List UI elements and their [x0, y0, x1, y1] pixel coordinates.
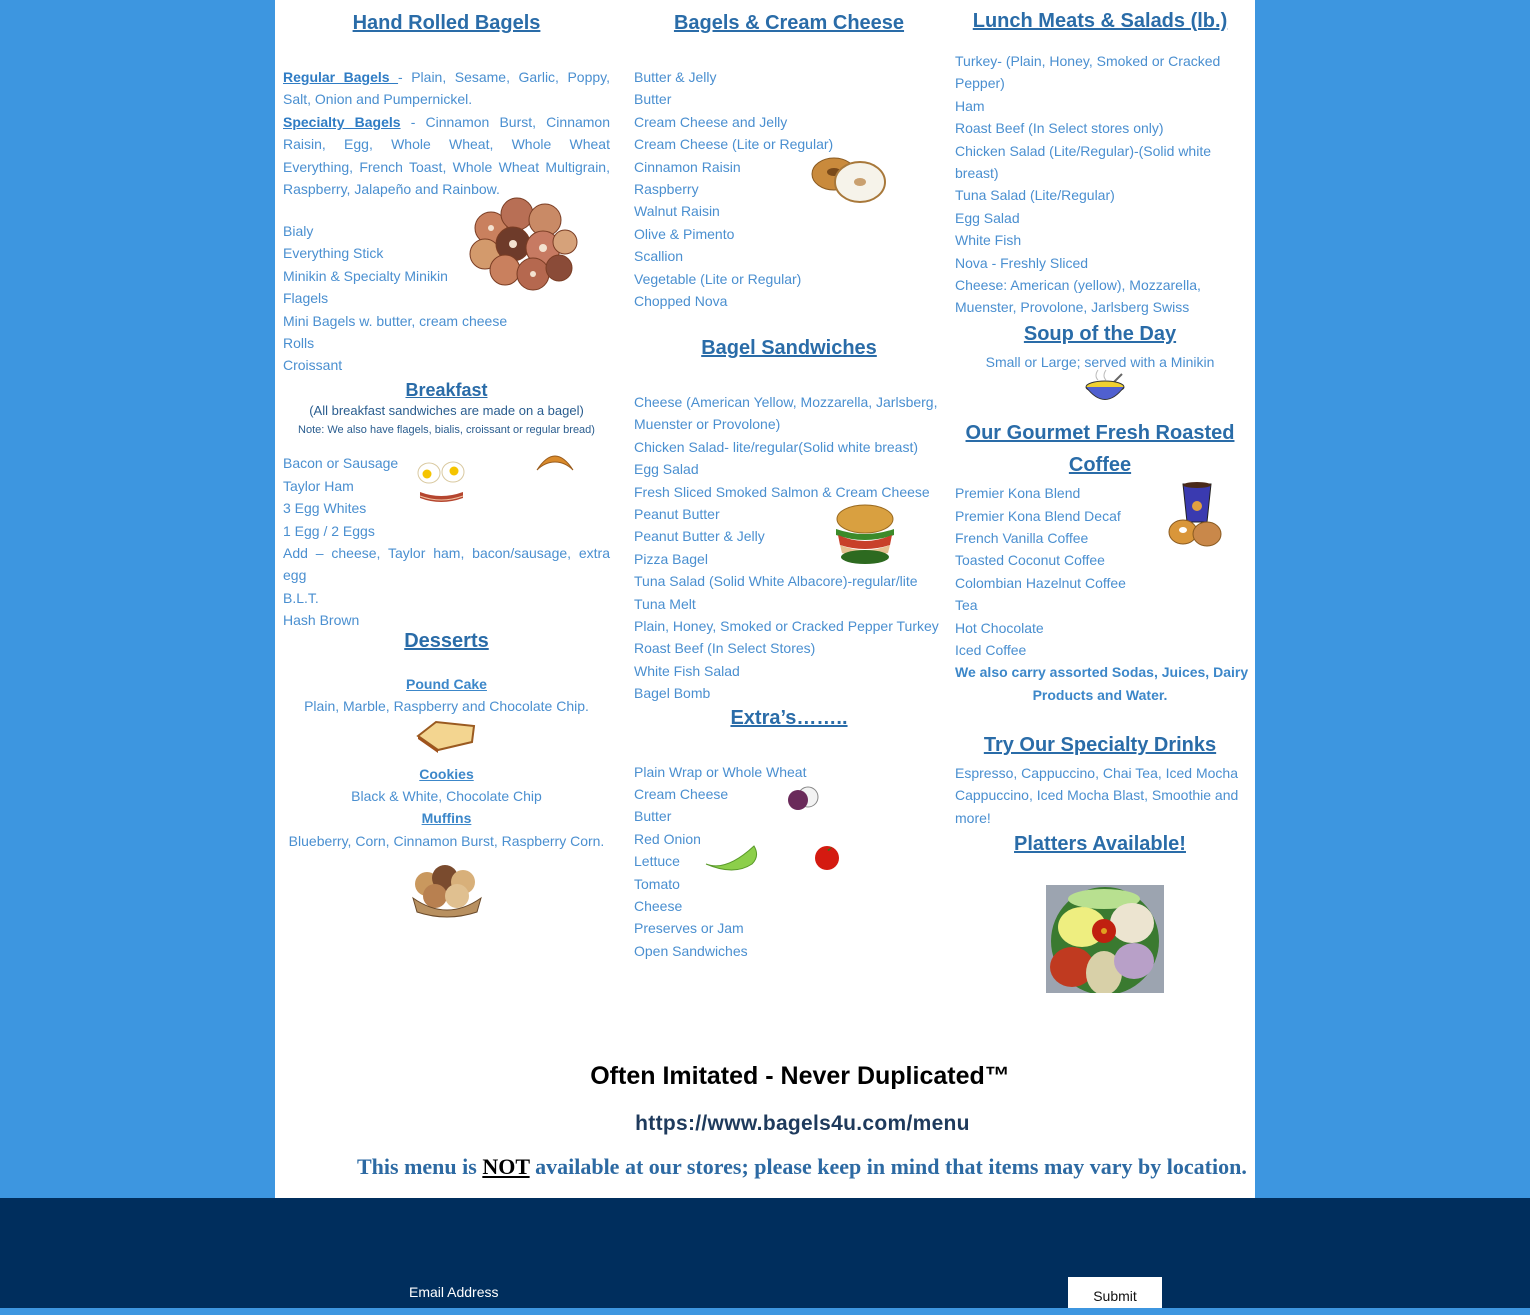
- list-item: Pizza Bagel: [634, 551, 708, 567]
- list-item: Cheese: [634, 898, 683, 914]
- bagels-cream-cheese-heading: Bagels & Cream Cheese: [673, 12, 905, 34]
- list-item: Pepper): [955, 75, 1005, 91]
- croissant-image: [535, 448, 575, 472]
- list-item: Peanut Butter: [634, 506, 720, 522]
- pound-cake-image: [416, 718, 478, 754]
- list-item: Tomato: [634, 876, 680, 892]
- footer: [0, 1198, 1530, 1308]
- bagel-sandwich-image: [832, 503, 898, 565]
- also-carry-line1: We also carry assorted Sodas, Juices, Dairy: [955, 664, 1249, 680]
- list-item: Scallion: [634, 248, 684, 264]
- specialty-bagels-paragraph: Specialty Bagels - Cinnamon Burst, Cinnamon Raisin, Egg, Whole Wheat, Whole Wheat Everything, French Toast, Whole Wheat Multigrain, Raspberry, Jalapeño and Rainbow.: [283, 114, 610, 198]
- muffin-basket-image: [407, 860, 487, 920]
- list-item: Flagels: [283, 290, 329, 306]
- also-carry-line2: Products and Water.: [1032, 687, 1168, 703]
- breakfast-subtitle: (All breakfast sandwiches are made on a bagel): [309, 403, 584, 418]
- bagel-cream-cheese-image: [810, 152, 890, 206]
- email-field[interactable]: Email Address: [409, 1284, 499, 1300]
- list-item: Toasted Coconut Coffee: [955, 552, 1105, 568]
- list-item: Peanut Butter & Jelly: [634, 528, 765, 544]
- disclaimer: This menu is NOT available at our stores; please keep in mind that items may vary by location.: [357, 1154, 1247, 1179]
- list-item: Olive & Pimento: [634, 226, 735, 242]
- list-item: Minikin & Specialty Minikin: [283, 268, 448, 284]
- list-item: Egg Salad: [634, 461, 699, 477]
- pound-cake-flavors: Plain, Marble, Raspberry and Chocolate Chip.: [304, 698, 589, 714]
- list-item: Muenster, Provolone, Jarlsberg Swiss: [955, 299, 1190, 315]
- list-item: Everything Stick: [283, 245, 384, 261]
- list-item: Cream Cheese and Jelly: [634, 114, 788, 130]
- list-item: Cheese (American Yellow, Mozzarella, Jarlsberg,: [634, 394, 938, 410]
- muffins-flavors: Blueberry, Corn, Cinnamon Burst, Raspberry Corn.: [288, 833, 605, 849]
- list-item: Butter & Jelly: [634, 69, 717, 85]
- list-item: Tuna Salad (Solid White Albacore)-regular/lite: [634, 573, 918, 589]
- list-item: White Fish: [955, 232, 1022, 248]
- list-item: Tea: [955, 597, 978, 613]
- list-item: Raspberry: [634, 181, 699, 197]
- list-item: White Fish Salad: [634, 663, 740, 679]
- hand-rolled-bagels-heading: Hand Rolled Bagels: [352, 12, 541, 34]
- muffins-heading: Muffins: [421, 810, 472, 826]
- list-item: Chopped Nova: [634, 293, 728, 309]
- list-item: 3 Egg Whites: [283, 500, 367, 516]
- list-item: Chicken Salad (Lite/Regular)-(Solid white: [955, 143, 1212, 159]
- list-item: Lettuce: [634, 853, 680, 869]
- list-item: Bacon or Sausage: [283, 455, 399, 471]
- list-item: Tuna Salad (Lite/Regular): [955, 187, 1115, 203]
- breakfast-heading: Breakfast: [405, 380, 488, 400]
- list-item: Cream Cheese (Lite or Regular): [634, 136, 834, 152]
- list-item: Fresh Sliced Smoked Salmon & Cream Cheese: [634, 484, 930, 500]
- platters-heading: Platters Available!: [1014, 833, 1186, 855]
- soup-bowl-image: [1084, 368, 1126, 406]
- list-item: Roast Beef (In Select Stores): [634, 640, 816, 656]
- list-item: Croissant: [283, 357, 343, 373]
- list-item: Hash Brown: [283, 612, 360, 628]
- specialty-drinks-text: Espresso, Cappuccino, Chai Tea, Iced Mocha Cappuccino, Iced Mocha Blast, Smoothie and more!: [955, 765, 1239, 826]
- menu-content: [275, 0, 1255, 1198]
- list-item: Red Onion: [634, 831, 701, 847]
- list-item: Vegetable (Lite or Regular): [634, 271, 802, 287]
- list-item: Butter: [634, 91, 672, 107]
- tagline: Often Imitated - Never Duplicated™: [590, 1062, 1010, 1090]
- list-item: Mini Bagels w. butter, cream cheese: [283, 313, 508, 329]
- list-item: Iced Coffee: [955, 642, 1027, 658]
- list-item: Butter: [634, 808, 672, 824]
- specialty-bagels-label: Specialty Bagels: [283, 114, 401, 130]
- list-item: Premier Kona Blend Decaf: [955, 508, 1121, 524]
- list-item: Open Sandwiches: [634, 943, 748, 959]
- regular-bagels-paragraph: Regular Bagels - Plain, Sesame, Garlic, Poppy, Salt, Onion and Pumpernickel.: [283, 69, 610, 108]
- coffee-cup-image: [1165, 480, 1225, 552]
- breakfast-note: Note: We also have flagels, bialis, croissant or regular bread): [298, 424, 595, 436]
- extras-heading: Extra’s……..: [730, 707, 848, 729]
- list-item: Roast Beef (In Select stores only): [955, 120, 1164, 136]
- red-onion-image: [786, 786, 820, 812]
- list-item: Bialy: [283, 223, 314, 239]
- list-item: Rolls: [283, 335, 315, 351]
- breakfast-add-ons: Add – cheese, Taylor ham, bacon/sausage, extra egg: [283, 545, 610, 584]
- regular-bagels-label: Regular Bagels: [283, 69, 399, 85]
- bagel-sandwiches-heading: Bagel Sandwiches: [701, 337, 877, 359]
- lettuce-image: [704, 842, 760, 874]
- list-item: Ham: [955, 98, 985, 114]
- coffee-heading-line2: Coffee: [1068, 454, 1132, 476]
- pound-cake-heading: Pound Cake: [406, 676, 487, 692]
- cookies-flavors: Black & White, Chocolate Chip: [351, 788, 542, 804]
- list-item: Turkey- (Plain, Honey, Smoked or Cracked: [955, 53, 1221, 69]
- list-item: Nova - Freshly Sliced: [955, 255, 1089, 271]
- list-item: French Vanilla Coffee: [955, 530, 1089, 546]
- tomato-image: [812, 842, 842, 872]
- lunch-meats-heading: Lunch Meats & Salads (lb.): [972, 10, 1228, 32]
- list-item: B.L.T.: [283, 590, 319, 606]
- soup-description: Small or Large; served with a Minikin: [985, 354, 1215, 370]
- list-item: 1 Egg / 2 Eggs: [283, 523, 375, 539]
- submit-button[interactable]: Submit: [1068, 1277, 1162, 1308]
- menu-url: https://www.bagels4u.com/menu: [635, 1112, 970, 1135]
- list-item: Tuna Melt: [634, 596, 696, 612]
- list-item: Chicken Salad- lite/regular(Solid white breast): [634, 439, 919, 455]
- list-item: Cheese: American (yellow), Mozzarella,: [955, 277, 1201, 293]
- disclaimer-not-emphasis: NOT: [482, 1154, 530, 1179]
- list-item: Bagel Bomb: [634, 685, 711, 701]
- list-item: Muenster or Provolone): [634, 416, 781, 432]
- list-item: Taylor Ham: [283, 478, 354, 494]
- specialty-drinks-heading: Try Our Specialty Drinks: [983, 734, 1217, 756]
- eggs-bacon-image: [417, 460, 469, 508]
- list-item: Walnut Raisin: [634, 203, 720, 219]
- bagel-pile-image: [461, 190, 579, 294]
- list-item: Hot Chocolate: [955, 620, 1044, 636]
- platter-image: [1046, 885, 1164, 993]
- list-item: Egg Salad: [955, 210, 1020, 226]
- list-item: Cinnamon Raisin: [634, 159, 741, 175]
- list-item: Plain, Honey, Smoked or Cracked Pepper Turkey: [634, 618, 939, 634]
- list-item: Preserves or Jam: [634, 920, 744, 936]
- coffee-heading-line1: Our Gourmet Fresh Roasted: [965, 422, 1235, 444]
- list-item: breast): [955, 165, 999, 181]
- list-item: Premier Kona Blend: [955, 485, 1081, 501]
- list-item: Cream Cheese: [634, 786, 729, 802]
- list-item: Plain Wrap or Whole Wheat: [634, 764, 807, 780]
- list-item: Colombian Hazelnut Coffee: [955, 575, 1126, 591]
- desserts-heading: Desserts: [404, 630, 489, 652]
- cookies-heading: Cookies: [419, 766, 474, 782]
- soup-heading: Soup of the Day: [1023, 323, 1177, 345]
